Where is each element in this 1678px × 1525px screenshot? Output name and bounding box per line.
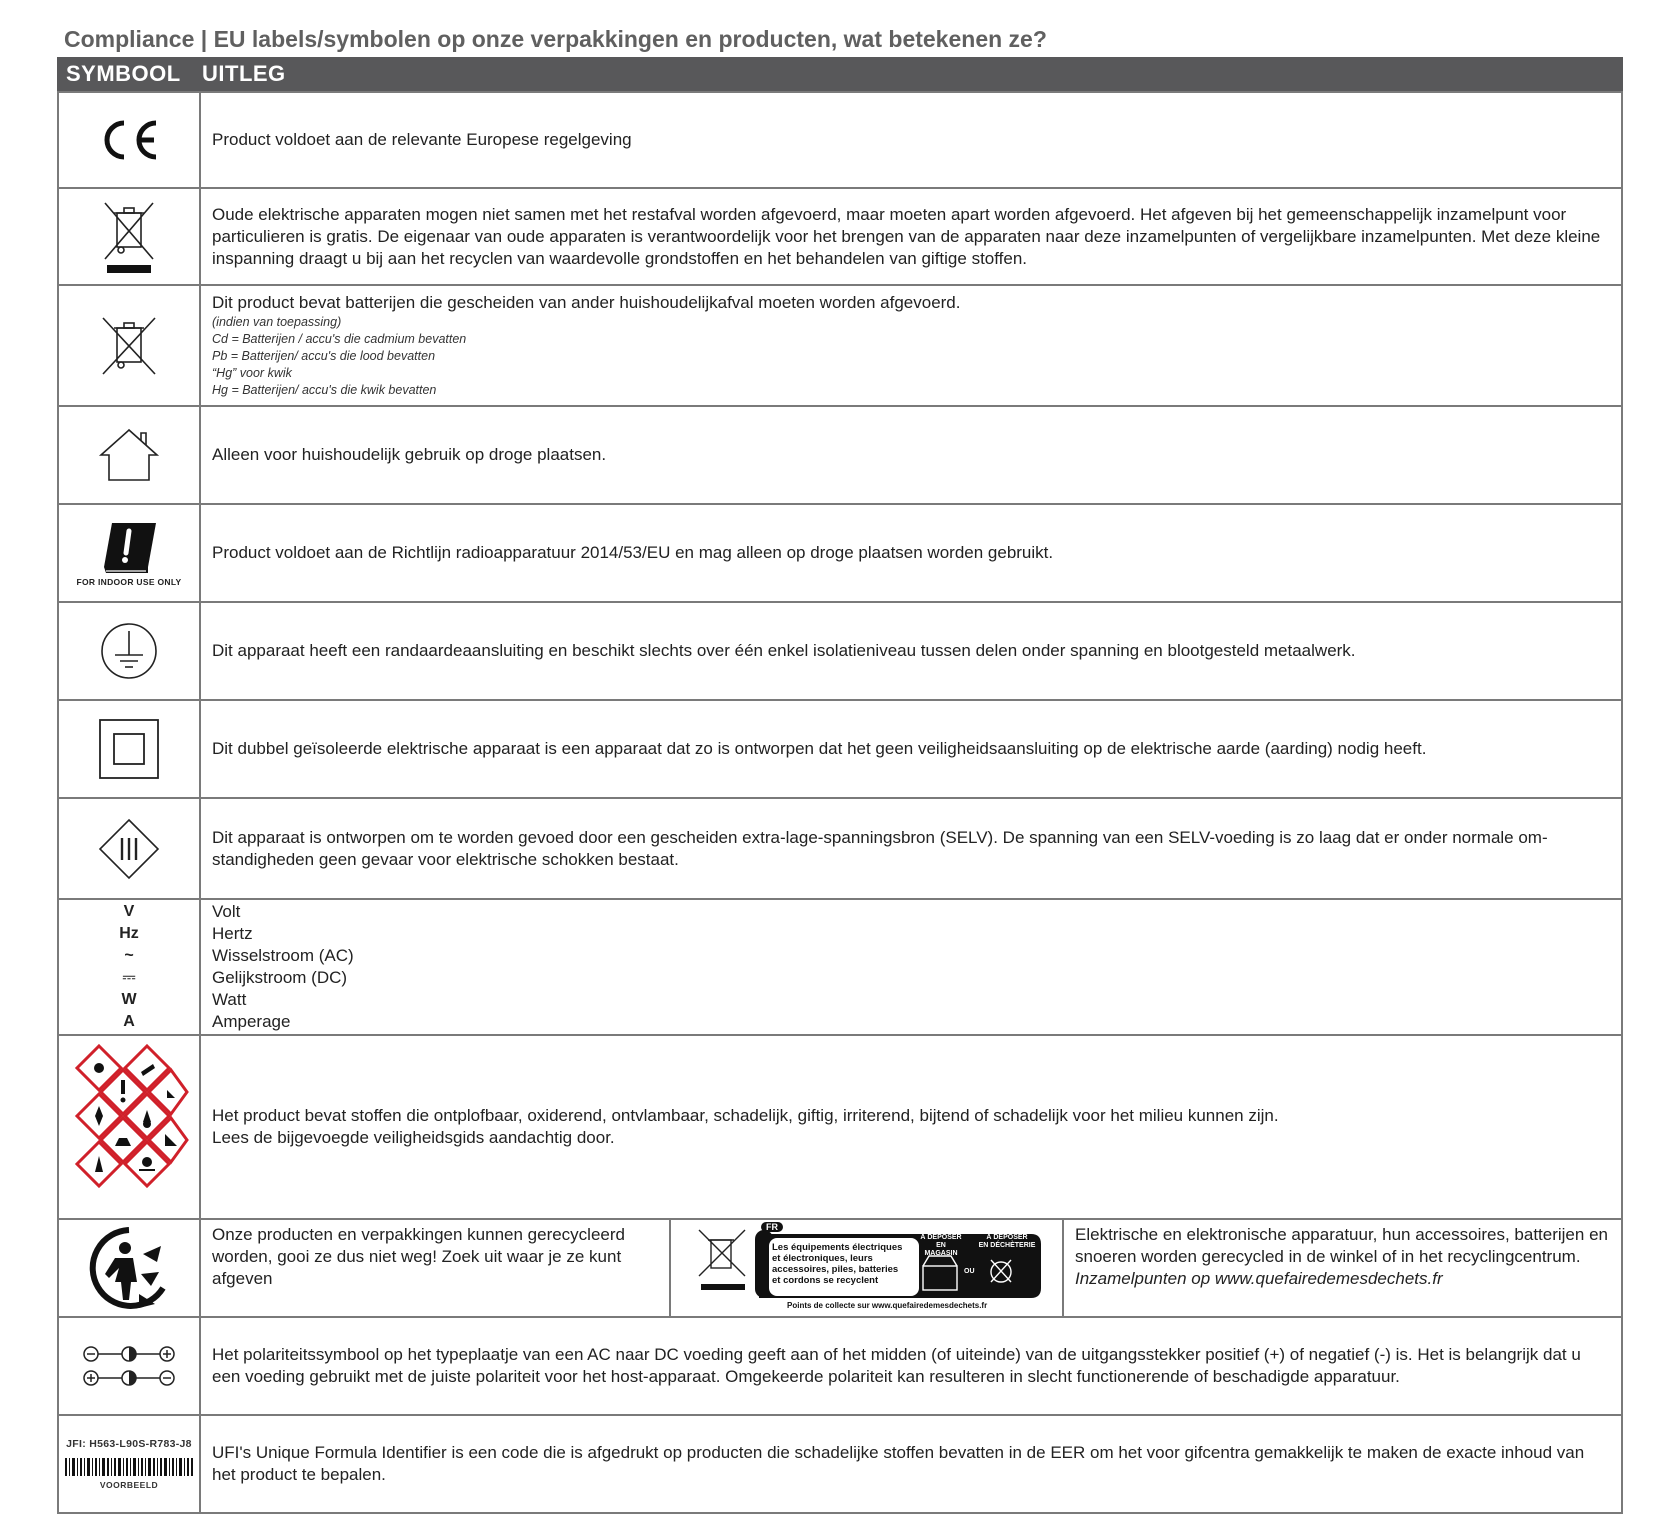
badge-store: À DÉPOSER (920, 1234, 962, 1241)
ufi-code: JFI: H563-L90S-R783-J8 (66, 1438, 192, 1450)
table-row-class2 (57, 701, 1623, 799)
row-text: Dit dubbel geïsoleerde elektrische apparaat is een apparaat dat zo is ontworpen dat het geen veiligheidsaansluiting op de elektrische aarde (aarding) nodig heeft. (212, 739, 1427, 758)
protective-earth-icon (59, 603, 201, 699)
table-row-hazard (57, 1036, 1623, 1220)
indoor-label: FOR INDOOR USE ONLY (76, 577, 182, 587)
table-row-battery (57, 286, 1623, 407)
row-text: Dit apparaat heeft een randaardeaansluiting en beschikt slechts over één enkel isolatieniveau tussen delen onder spanning en blootgesteld metaalwerk. (212, 641, 1356, 660)
battery-note: Cd = Batterijen / accu's die cadmium bevatten (212, 332, 467, 346)
badge-ou: OU (964, 1268, 975, 1275)
table-row-indoor (57, 505, 1623, 603)
row-text: UFI's Unique Formula Identifier is een code die is afgedrukt op producten die schadelijke stoffen bevatten in de EER om het voor gifcentra gemakkelijk te maken de exacte inhoud van het product te bepalen. (212, 1443, 1585, 1484)
row-text: Dit product bevat batterijen die gescheiden van ander huishoudelijkafval moeten worden afgevoerd. (212, 293, 961, 312)
row-text: Alleen voor huishoudelijk gebruik op droge plaatsen. (212, 445, 607, 464)
badge-line: et cordons se recyclent (772, 1275, 879, 1286)
row-text: Lees de bijgevoegde veiligheidsgids aandachtig door. (212, 1128, 615, 1147)
badge-footer: Points de collecte sur www.quefairedemesdechets.fr (787, 1301, 988, 1310)
double-insulation-icon (59, 701, 201, 797)
table-row-triman (57, 1220, 1623, 1318)
unit-symbol: Hz (119, 925, 139, 942)
house-icon (59, 407, 201, 503)
class-iii-icon (59, 799, 201, 898)
unit-meaning: Volt (212, 902, 241, 921)
unit-meaning: Wisselstroom (AC) (212, 946, 354, 965)
badge-line: accessoires, piles, batteries (772, 1264, 899, 1275)
row-text: Oude elektrische apparaten mogen niet samen met het restafval worden afgevoerd, maar moeten apart worden afgevoerd. Het afgeven bij het gemeenschappelijk inzamelpunt voor particulieren is gratis. De eigenaar van oude apparaten is verantwoordelijk voor het brengen van de apparaten naar deze inzamelpunten of vergelijkbare inzamelpunten. Met deze kleine inspanning draagt u bij aan het recyclen van waardevolle grondstoffen en het behandelen van giftige stoffen. (212, 204, 1601, 268)
table-row-house (57, 407, 1623, 505)
unit-symbol: A (123, 1013, 135, 1030)
crossed-bin-bar-icon (59, 189, 201, 284)
row-text: Elektrische en elektronische apparatuur, hun accessoires, batterijen en snoeren worden gerecycled in de winkel of in het recyclingcentrum. (1075, 1225, 1608, 1266)
unit-meaning: Hertz (212, 924, 253, 943)
symbols-table (57, 57, 1623, 1514)
table-row-ce (57, 91, 1623, 189)
ce-mark-icon (59, 93, 201, 187)
header-symbol: SYMBOOL (66, 61, 181, 86)
table-header (57, 57, 1623, 91)
row-text: Het product bevat stoffen die ontplofbaar, oxiderend, ontvlambaar, schadelijk, giftig, irriterend, bijtend of schadelijk voor het milieu kunnen zijn. (212, 1106, 1279, 1125)
unit-symbol: ⎓ (122, 969, 136, 986)
badge-fr: FR (761, 1222, 783, 1232)
unit-meaning: Watt (212, 990, 247, 1009)
header-explanation: UITLEG (202, 61, 286, 86)
unit-meaning: Gelijkstroom (DC) (212, 968, 348, 987)
battery-note: Pb = Batterijen/ accu's die lood bevatten (212, 349, 436, 363)
row-text: Onze producten en verpakkingen kunnen gerecycleerd worden, gooi ze dus niet weg! Zoek uit waar je ze kunt afgeven (212, 1225, 625, 1288)
unit-symbol: V (123, 903, 135, 920)
battery-note: (indien van toepassing) (212, 315, 342, 329)
ufi-example-label: VOORBEELD (99, 1480, 159, 1490)
table-row-earth (57, 603, 1623, 701)
unit-symbols (119, 901, 139, 1033)
badge-dump: À DÉPOSER (986, 1234, 1028, 1241)
ghs-hazard-pictograms-icon (59, 1036, 201, 1218)
battery-note: “Hg” voor kwik (212, 366, 292, 380)
table-row-ufi (57, 1416, 1623, 1514)
unit-symbol: ~ (124, 947, 134, 964)
barcode-icon (63, 1456, 195, 1478)
badge-store: EN MAGASIN (924, 1242, 958, 1257)
badge-line: et électroniques, leurs (772, 1253, 873, 1264)
page-title: Compliance | EU labels/symbolen op onze verpakkingen en producten, wat betekenen ze? (64, 26, 1047, 52)
polarity-icon (59, 1318, 201, 1414)
collection-points-text: Inzamelpunten op www.quefairedemesdechets.fr (1075, 1269, 1443, 1288)
row-text: Product voldoet aan de Richtlijn radioapparatuur 2014/53/EU en mag alleen op droge plaatsen worden gebruikt. (212, 543, 1054, 562)
battery-note: Hg = Batterijen/ accu's die kwik bevatten (212, 383, 437, 397)
manual-warning-icon (98, 519, 160, 577)
triman-badge (671, 1220, 1064, 1316)
triman-icon (59, 1220, 201, 1316)
row-text: Het polariteitssymbool op het typeplaatje van een AC naar DC voeding geeft aan of het midden (of uiteinde) van de uitgangsstekker positief (+) of negatief (-) is. Het is belangrijk dat u een voeding gebruikt met de juiste polariteit voor het host-apparaat. Omgekeerde polariteit kan resulteren in slecht functionerende of beschadigde apparatuur. (212, 1345, 1581, 1386)
table-row-units (57, 900, 1623, 1036)
unit-symbol: W (121, 991, 137, 1008)
table-row-selv (57, 799, 1623, 900)
badge-dump: EN DÉCHÈTERIE (978, 1242, 1036, 1249)
table-row-weee (57, 189, 1623, 286)
crossed-bin-icon (59, 286, 201, 405)
table-row-polarity (57, 1318, 1623, 1416)
row-text: Product voldoet aan de relevante Europese regelgeving (212, 130, 632, 149)
badge-line: Les équipements électriques (772, 1242, 903, 1253)
unit-meaning: Amperage (212, 1012, 291, 1031)
row-text: Dit apparaat is ontworpen om te worden gevoed door een gescheiden extra-lage-spanningsbron (SELV). De spanning van een SELV-voeding is zo laag dat er onder normale om- standigheden geen gevaar voor elektrische schokken bestaat. (212, 827, 1548, 869)
